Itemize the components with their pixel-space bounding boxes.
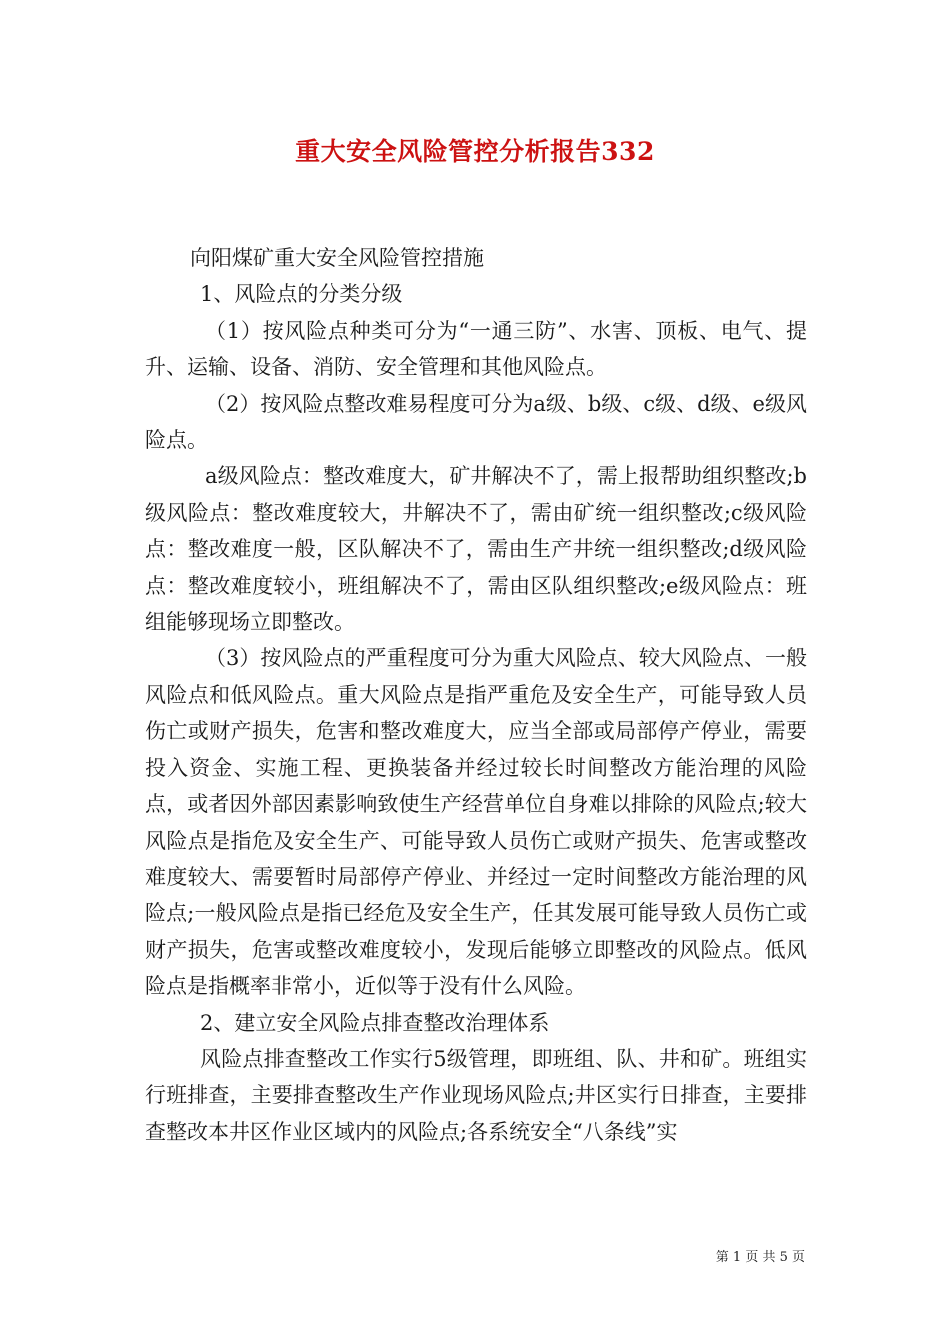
body-paragraph: （3）按风险点的严重程度可分为重大风险点、较大风险点、一般风险点和低风险点。重大风险点是指严重危及安全生产，可能导致人员伤亡或财产损失，危害和整改难度大，应当全部或局部停产停业，需要投入资金、实施工程、更换装备并经过较长时间整改方能治理的风险点，或者因外部因素影响致使生产经营单位自身难以排除的风险点;较大风险点是指危及安全生产、可能导致人员伤亡或财产损失、危害或整改难度较大、需要暂时局部停产停业、并经过一定时间整改方能治理的风险点;一般风险点是指已经危及安全生产，任其发展可能导致人员伤亡或财产损失，危害或整改难度较小，发现后能够立即整改的风险点。低风险点是指概率非常小，近似等于没有什么风险。 [145, 646, 807, 999]
body-paragraph: （2）按风险点整改难易程度可分为a级、b级、c级、d级、e级风险点。 [145, 391, 807, 453]
document-title: 重大安全风险管控分析报告332 [295, 137, 655, 166]
body-paragraph: a级风险点：整改难度大，矿井解决不了，需上报帮助组织整改;b级风险点：整改难度较大，井解决不了，需由矿统一组织整改;c级风险点：整改难度一般，区队解决不了，需由生产井统一组织整改;d级风险点：整改难度较小，班组解决不了，需由区队组织整改;e级风险点：班组能够现场立即整改。 [145, 464, 807, 635]
body-paragraph: （1）按风险点种类可分为“一通三防”、水害、顶板、电气、提升、运输、设备、消防、安全管理和其他风险点。 [145, 318, 807, 380]
body-paragraph: 风险点排查整改工作实行5级管理，即班组、队、井和矿。班组实行班排查，主要排查整改生产作业现场风险点;井区实行日排查，主要排查整改本井区作业区域内的风险点;各系统安全“八条线”实 [145, 1046, 807, 1144]
page-number: 第 1 页 共 5 页 [715, 1250, 805, 1265]
numbered-heading: 2、建立安全风险点排查整改治理体系 [200, 1010, 550, 1035]
document-body [145, 240, 807, 1150]
numbered-heading: 1、风险点的分类分级 [200, 282, 403, 307]
section-heading: 向阳煤矿重大安全风险管控措施 [190, 246, 484, 270]
